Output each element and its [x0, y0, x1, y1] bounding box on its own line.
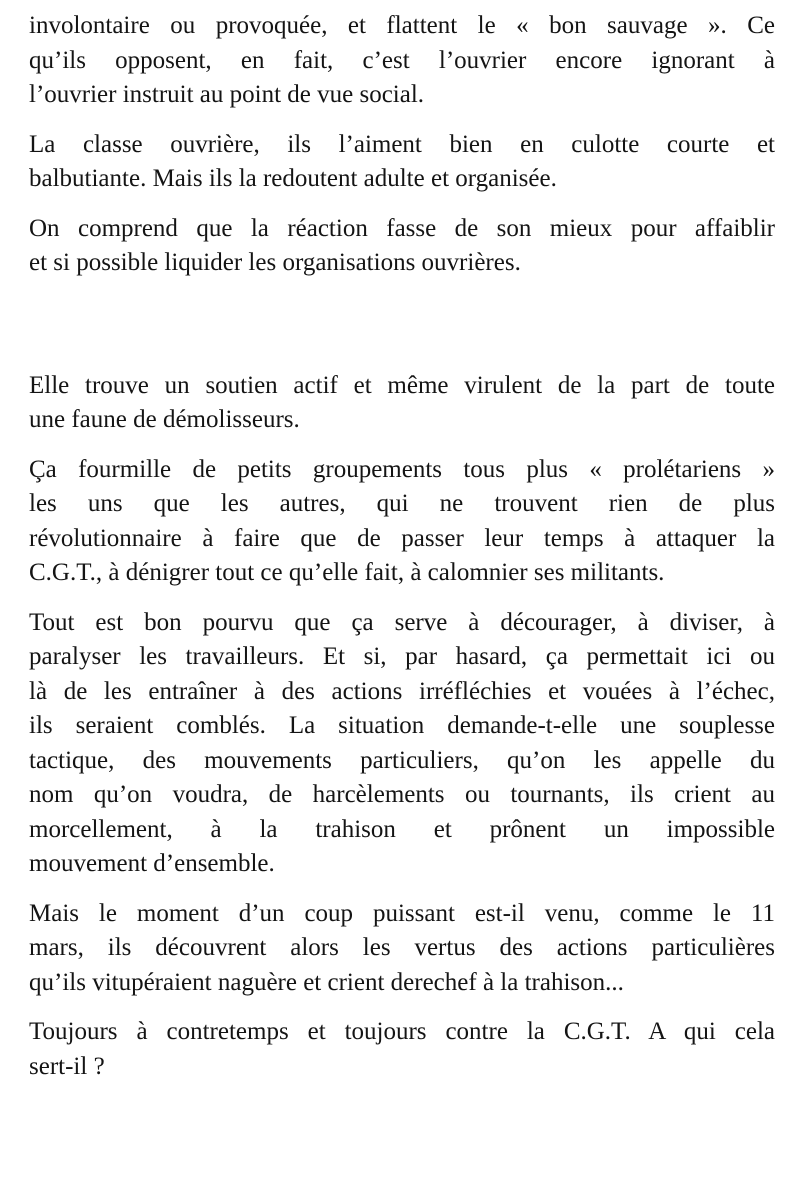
paragraph-3: [29, 212, 775, 281]
text-line: une faune de démolisseurs.: [29, 406, 300, 433]
text-line: balbutiante. Mais ils la redoutent adulte et organisée.: [29, 165, 557, 192]
paragraph-4: [29, 369, 775, 438]
text-line: On comprend que la réaction fasse de son mieux pour affaiblir: [29, 214, 775, 242]
text-line: involontaire ou provoquée, et flattent le « bon sauvage ». Ce: [29, 12, 775, 39]
text-line: Tout est bon pourvu que ça serve à décourager, à diviser, à: [29, 608, 775, 636]
text-line: ils seraient comblés. La situation demande-t-elle une souplesse: [29, 712, 775, 739]
text-line: Elle trouve un soutien actif et même virulent de la part de toute: [29, 371, 775, 399]
text-line: les uns que les autres, qui ne trouvent rien de plus: [29, 490, 775, 517]
paragraph-spacer: [29, 882, 775, 897]
text-line: là de les entraîner à des actions irréfléchies et vouées à l’échec,: [29, 677, 775, 705]
text-line: qu’ils opposent, en fait, c’est l’ouvrier encore ignorant à: [29, 46, 775, 74]
text-line: et si possible liquider les organisations ouvrières.: [29, 249, 521, 276]
text-line: paralyser les travailleurs. Et si, par hasard, ça permettait ici ou: [29, 643, 775, 670]
paragraph-5: [29, 453, 775, 591]
paragraph-7: [29, 897, 775, 1001]
text-line: mars, ils découvrent alors les vertus des actions particulières: [29, 934, 775, 961]
text-line: l’ouvrier instruit au point de vue social.: [29, 81, 425, 108]
paragraph-1: [29, 9, 775, 113]
paragraph-spacer: [29, 113, 775, 128]
text-line: Mais le moment d’un coup puissant est-il venu, comme le 11: [29, 899, 775, 927]
paragraph-6: [29, 606, 775, 882]
text-line: C.G.T., à dénigrer tout ce qu’elle fait, à calomnier ses militants.: [29, 559, 665, 586]
text-line: mouvement d’ensemble.: [29, 850, 275, 877]
text-line: sert-il ?: [29, 1052, 105, 1080]
paragraph-spacer: [29, 591, 775, 606]
paragraph-8: [29, 1015, 775, 1084]
text-line: révolutionnaire à faire que de passer leur temps à attaquer la: [29, 524, 775, 552]
text-line: tactique, des mouvements particuliers, qu’on les appelle du: [29, 746, 775, 774]
text-line: La classe ouvrière, ils l’aiment bien en culotte courte et: [29, 130, 775, 158]
paragraph-spacer: [29, 438, 775, 453]
text-line: morcellement, à la trahison et prônent un impossible: [29, 815, 775, 843]
text-line: Ça fourmille de petits groupements tous plus « prolétariens »: [29, 455, 775, 483]
paragraph-spacer: [29, 197, 775, 212]
text-line: qu’ils vitupéraient naguère et crient derechef à la trahison...: [29, 968, 624, 996]
section-break: [29, 281, 775, 369]
paragraph-spacer: [29, 1000, 775, 1015]
paragraph-2: [29, 128, 775, 197]
text-line: nom qu’on voudra, de harcèlements ou tournants, ils crient au: [29, 781, 775, 808]
text-line: Toujours à contretemps et toujours contre la C.G.T. A qui cela: [29, 1018, 775, 1045]
